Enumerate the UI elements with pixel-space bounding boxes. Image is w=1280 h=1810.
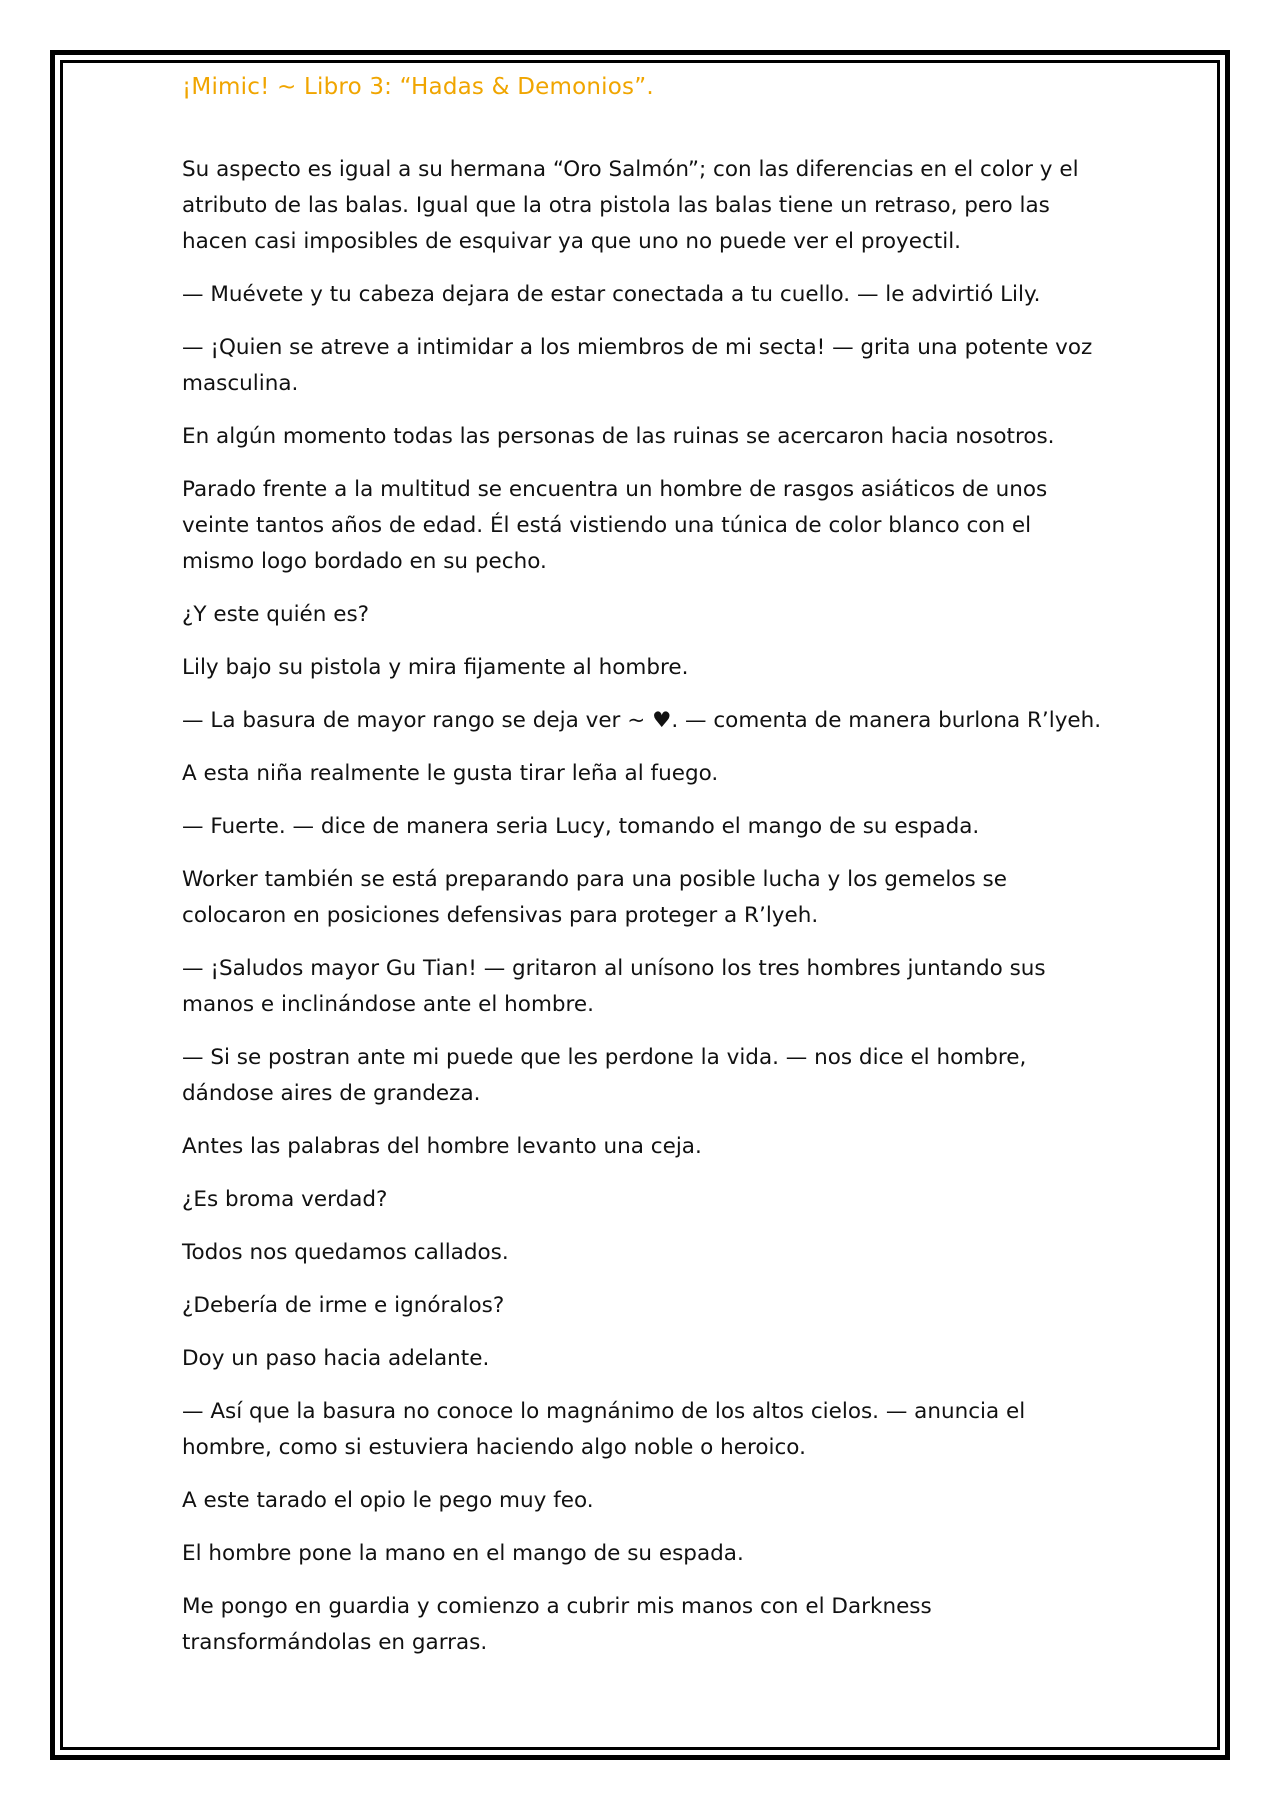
paragraph: — Así que la basura no conoce lo magnánimo de los altos cielos. — anuncia el hombre, como si estuviera haciendo algo noble o heroico. <box>182 1399 1026 1460</box>
paragraph: El hombre pone la mano en el mango de su espada. <box>182 1541 744 1566</box>
paragraph: En algún momento todas las personas de las ruinas se acercaron hacia nosotros. <box>182 424 1055 449</box>
paragraph: Doy un paso hacia adelante. <box>182 1346 490 1371</box>
paragraph: Su aspecto es igual a su hermana “Oro Salmón”; con las diferencias en el color y el atributo de las balas. Igual que la otra pistola las balas tiene un retraso, pero las hacen casi imposibles de esquivar ya que uno no puede ver el proyectil. <box>182 157 1079 254</box>
paragraph: A este tarado el opio le pego muy feo. <box>182 1488 594 1513</box>
paragraph: — ¡Saludos mayor Gu Tian! — gritaron al unísono los tres hombres juntando sus manos e inclinándose ante el hombre. <box>182 956 1046 1017</box>
paragraph: — Si se postran ante mi puede que les perdone la vida. — nos dice el hombre, dándose aires de grandeza. <box>182 1045 1027 1106</box>
paragraph: — Fuerte. — dice de manera seria Lucy, tomando el mango de su espada. <box>182 814 980 839</box>
page-body <box>182 152 1102 1678</box>
paragraph: — Muévete y tu cabeza dejara de estar conectada a tu cuello. — le advirtió Lily. <box>182 282 1041 307</box>
paragraph: ¿Y este quién es? <box>182 602 370 627</box>
paragraph: Antes las palabras del hombre levanto una ceja. <box>182 1134 702 1159</box>
paragraph: — La basura de mayor rango se deja ver ~ ♥. — comenta de manera burlona R’lyeh. <box>182 708 1102 733</box>
paragraph: Todos nos quedamos callados. <box>182 1240 509 1265</box>
running-header: ¡Mimic! ~ Libro 3: “Hadas & Demonios”. <box>182 74 654 100</box>
paragraph: Lily bajo su pistola y mira fijamente al hombre. <box>182 655 689 680</box>
paragraph: Worker también se está preparando para una posible lucha y los gemelos se colocaron en posiciones defensivas para proteger a R’lyeh. <box>182 867 1007 928</box>
paragraph: ¿Debería de irme e ignóralos? <box>182 1293 505 1318</box>
paragraph: A esta niña realmente le gusta tirar leña al fuego. <box>182 761 719 786</box>
paragraph: Parado frente a la multitud se encuentra un hombre de rasgos asiáticos de unos veinte tantos años de edad. Él está vistiendo una túnica de color blanco con el mismo logo bordado en su pecho. <box>182 477 1048 574</box>
paragraph: Me pongo en guardia y comienzo a cubrir mis manos con el Darkness transformándolas en garras. <box>182 1594 932 1655</box>
paragraph: — ¡Quien se atreve a intimidar a los miembros de mi secta! — grita una potente voz masculina. <box>182 335 1093 396</box>
paragraph: ¿Es broma verdad? <box>182 1187 388 1212</box>
